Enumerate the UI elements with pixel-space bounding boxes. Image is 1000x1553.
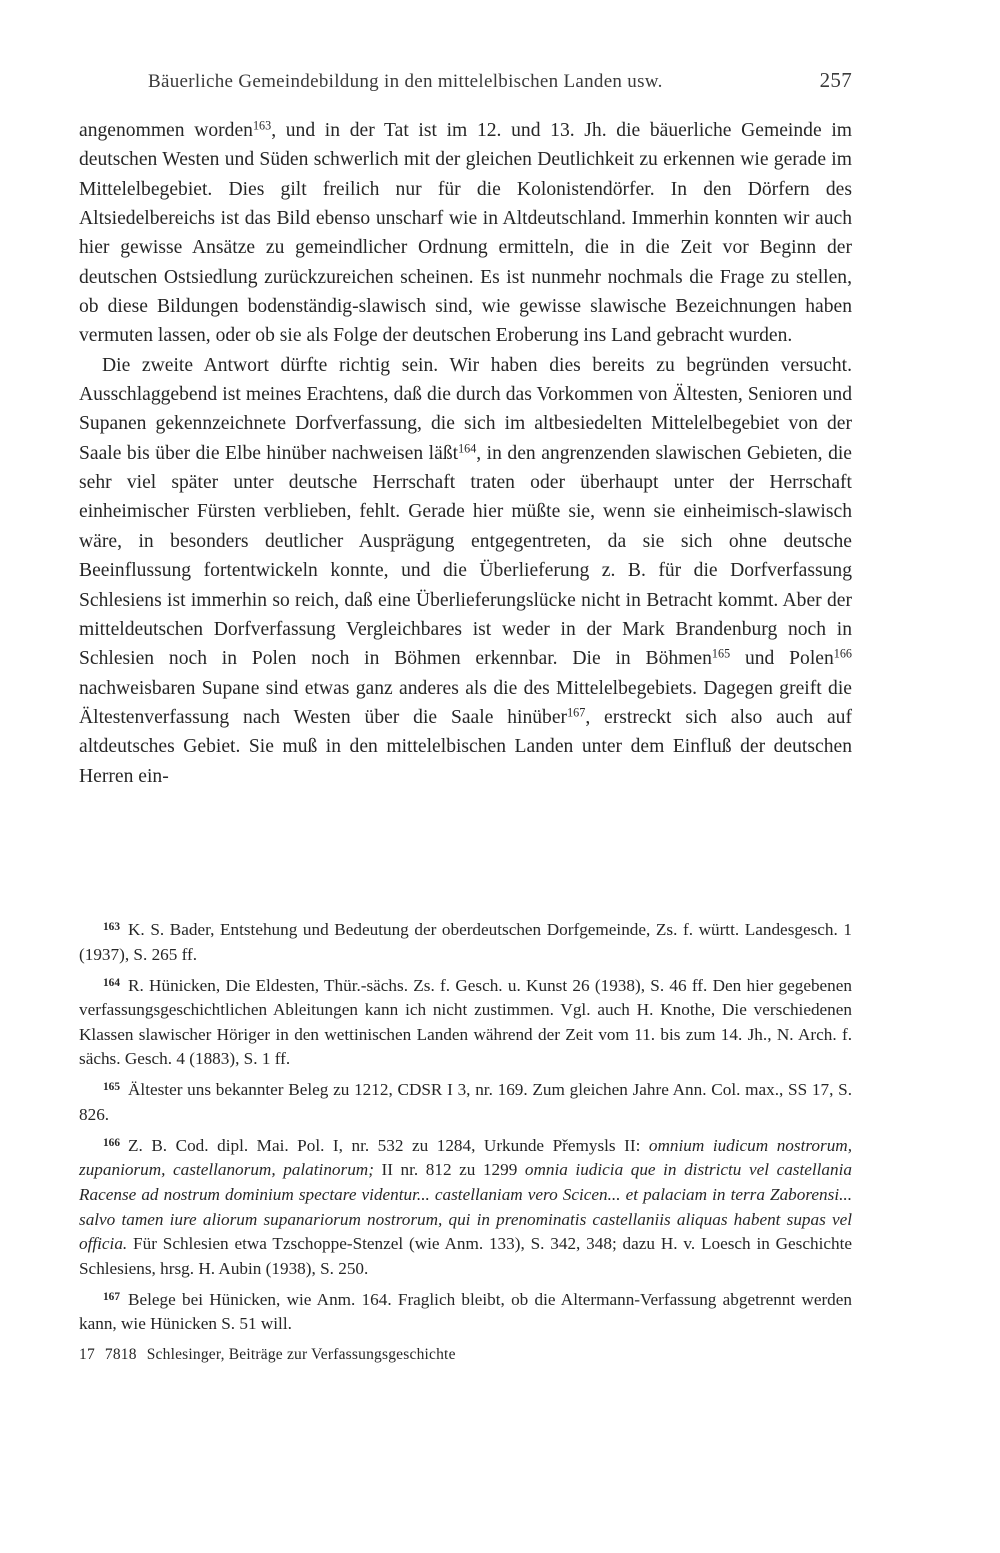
printer-signature (79, 1346, 466, 1364)
footnote-ref-165: 165 (711, 646, 731, 661)
footnote-ref-164: 164 (458, 441, 477, 456)
page-number: 257 (819, 68, 852, 92)
latin-quote: omnia iudicia que in districtu vel castellania Racense ad nostrum dominium spectare videntur... castellaniam vero Scicen... et palaciam in terra Zaborensi... salvo tamen iure aliorum supanariorum nostrorum, qui in prenominatis castellaniis aliquas habent supas vel officia. (79, 1160, 852, 1254)
footnote-text: II nr. 812 zu 1299 (373, 1160, 525, 1180)
text-segment: Die zweite Antwort dürfte richtig sein. Wir haben dies bereits zu begründen versucht. Ausschlaggebend ist meines Erachtens, daß die durch das Vorkommen von Ältesten, Senioren und Supanen gekennzeichnete Dorfverfassung, die sich im altbesiedelten Mittelelbegebiet von der Saale bis über die Elbe hinüber nachweisen läßt (79, 354, 852, 464)
text-segment: nachweisbaren Supane sind etwas ganz anderes als die des Mittelelbegebiets. Dagegen greift die Ältestenverfassung nach Westen über die Saale hinüber (79, 677, 852, 728)
footnote-text: Ältester uns bekannter Beleg zu 1212, CDSR I 3, nr. 169. Zum gleichen Jahre Ann. Col. max., SS 17, S. 826. (79, 1080, 852, 1124)
footnote-167: 167 Belege bei Hünicken, wie Anm. 164. Fraglich bleibt, ob die Altermann-Verfassung abgetrennt werden kann, wie Hünicken S. 51 will. (79, 1289, 852, 1334)
text-segment: angenommen worden (79, 120, 253, 141)
print-code: 7818 (104, 1346, 137, 1363)
text-segment: , und in der Tat ist im 12. und 13. Jh. die bäuerliche Gemeinde im deutschen Westen und Süden schwerlich mit der gleichen Deutlichkeit zu erkennen wie gerade im Mittelelbegebiet. Dies gilt freilich nur für die Kolonistendörfer. In den Dörfern des Altsiedelbereichs ist das Bild ebenso unscharf wie in Altdeutschland. Immerhin konnten wir auch hier gewisse Ansätze zu gemeindlicher Ordnung ermitteln, die in die Zeit vor Beginn der deutschen Ostsiedlung zurückzureichen scheinen. Es ist nunmehr nochmals die Frage zu stellen, ob diese Bildungen bodenständig-slawisch sind, wie gewisse slawische Bezeichnungen haben vermuten lassen, oder ob sie als Folge der deutschen Eroberung ins Land gebracht wurden. (79, 120, 852, 347)
footnote-text: Für Schlesien etwa Tzschoppe-Stenzel (wie Anm. 133), S. 342, 348; dazu H. v. Loesch in Geschichte Schlesiens, hrsg. H. Aubin (1938), S. 250. (79, 1234, 852, 1278)
footnote-text: Belege bei Hünicken, wie Anm. 164. Fraglich bleibt, ob die Altermann-Verfassung abgetrennt werden kann, wie Hünicken S. 51 will. (79, 1289, 852, 1334)
footnote-text: Z. B. Cod. dipl. Mai. Pol. I, nr. 532 zu 1284, Urkunde Přemysls II: (128, 1135, 649, 1155)
footnote-166: 166 Z. B. Cod. dipl. Mai. Pol. I, nr. 532 zu 1284, Urkunde Přemysls II: omnium iudicum nostrorum, zupaniorum, castellanorum, palatinorum; II nr. 812 zu 1299 omnia iudicia que in districtu vel castellania Racense ad nostrum dominium spectare videntur... castellaniam vero Scicen... et palaciam in terra Zaborensi... salvo tamen iure aliorum supanariorum nostrorum, qui in prenominatis castellaniis aliquas habent supas vel officia. Für Schlesien etwa Tzschoppe-Stenzel (wie Anm. 133), S. 342, 348; dazu H. v. Loesch in Geschichte Schlesiens, hrsg. H. Aubin (1938), S. 250. (79, 1135, 853, 1278)
sheet-number: 17 (79, 1346, 95, 1363)
footnote-text: K. S. Bader, Entstehung und Bedeutung der oberdeutschen Dorfgemeinde, Zs. f. württ. Landesgesch. 1 (1937), S. 265 ff. (79, 920, 852, 964)
running-header (148, 68, 852, 93)
footnote-163: 163 K. S. Bader, Entstehung und Bedeutung der oberdeutschen Dorfgemeinde, Zs. f. württ. Landesgesch. 1 (1937), S. 265 ff. (79, 920, 852, 964)
text-segment: und Polen (730, 648, 834, 670)
text-segment: , in den angrenzenden slawischen Gebieten, die sehr viel später unter deutsche Herrschaft traten oder überhaupt unter der Herrschaft einheimischer Fürsten verblieben, fehlt. Gerade hier müßte sie, wenn sie einheimisch-slawisch wäre, in besonders deutlicher Ausprägung entgegentreten, da sie sich ohne deutsche Beeinflussung fortentwickeln konnte, und die Überlieferung z. B. für die Dorfverfassung Schlesiens ist immerhin so reich, daß eine Überlieferungslücke nicht in Betracht kommt. Aber der mitteldeutschen Dorfverfassung Vergleichbares ist weder in der Mark Brandenburg noch in Schlesien noch in Polen noch in Böhmen erkennbar. Die in Böhmen (79, 442, 853, 670)
footnote-164: 164 R. Hünicken, Die Eldesten, Thür.-sächs. Zs. f. Gesch. u. Kunst 26 (1938), S. 46 ff. Den hier gegebenen verfassungsgeschichtlichen Ableitungen kann ich nicht zustimmen. Vgl. auch H. Knothe, Die verschiedenen Klassen slawischer Höriger in den wettinischen Landen während der Zeit vom 11. bis zum 14. Jh., N. Arch. f. sächs. Gesch. 4 (1883), S. 1 ff. (79, 975, 852, 1069)
running-title: Bäuerliche Gemeindebildung in den mittelelbischen Landen usw. (148, 71, 663, 92)
latin-quote: omnium iudicum nostrorum, zupaniorum, castellanorum, palatinorum; (79, 1135, 853, 1180)
footnote-ref-167: 167 (567, 705, 586, 720)
text-segment: , erstreckt sich also auch auf altdeutsches Gebiet. Sie muß in den mittelelbischen Landen unter dem Einfluß der deutschen Herren ein- (79, 706, 852, 787)
footnote-ref-166: 166 (833, 646, 852, 661)
paragraph-1 (79, 116, 852, 351)
book-title: Schlesinger, Beiträge zur Verfassungsgeschichte (146, 1346, 456, 1363)
footnote-ref-163: 163 (252, 118, 272, 133)
footnote-165: 165 Ältester uns bekannter Beleg zu 1212, CDSR I 3, nr. 169. Zum gleichen Jahre Ann. Col. max., SS 17, S. 826. (79, 1080, 852, 1124)
main-text (79, 116, 852, 791)
paragraph-2 (79, 351, 852, 791)
footnote-text: R. Hünicken, Die Eldesten, Thür.-sächs. Zs. f. Gesch. u. Kunst 26 (1938), S. 46 ff. Den hier gegebenen verfassungsgeschichtlichen Ableitungen kann ich nicht zustimmen. Vgl. auch H. Knothe, Die verschiedenen Klassen slawischer Höriger in den wettinischen Landen während der Zeit vom 11. bis zum 14. Jh., N. Arch. f. sächs. Gesch. 4 (1883), S. 1 ff. (79, 975, 852, 1069)
footnotes (79, 918, 852, 1343)
